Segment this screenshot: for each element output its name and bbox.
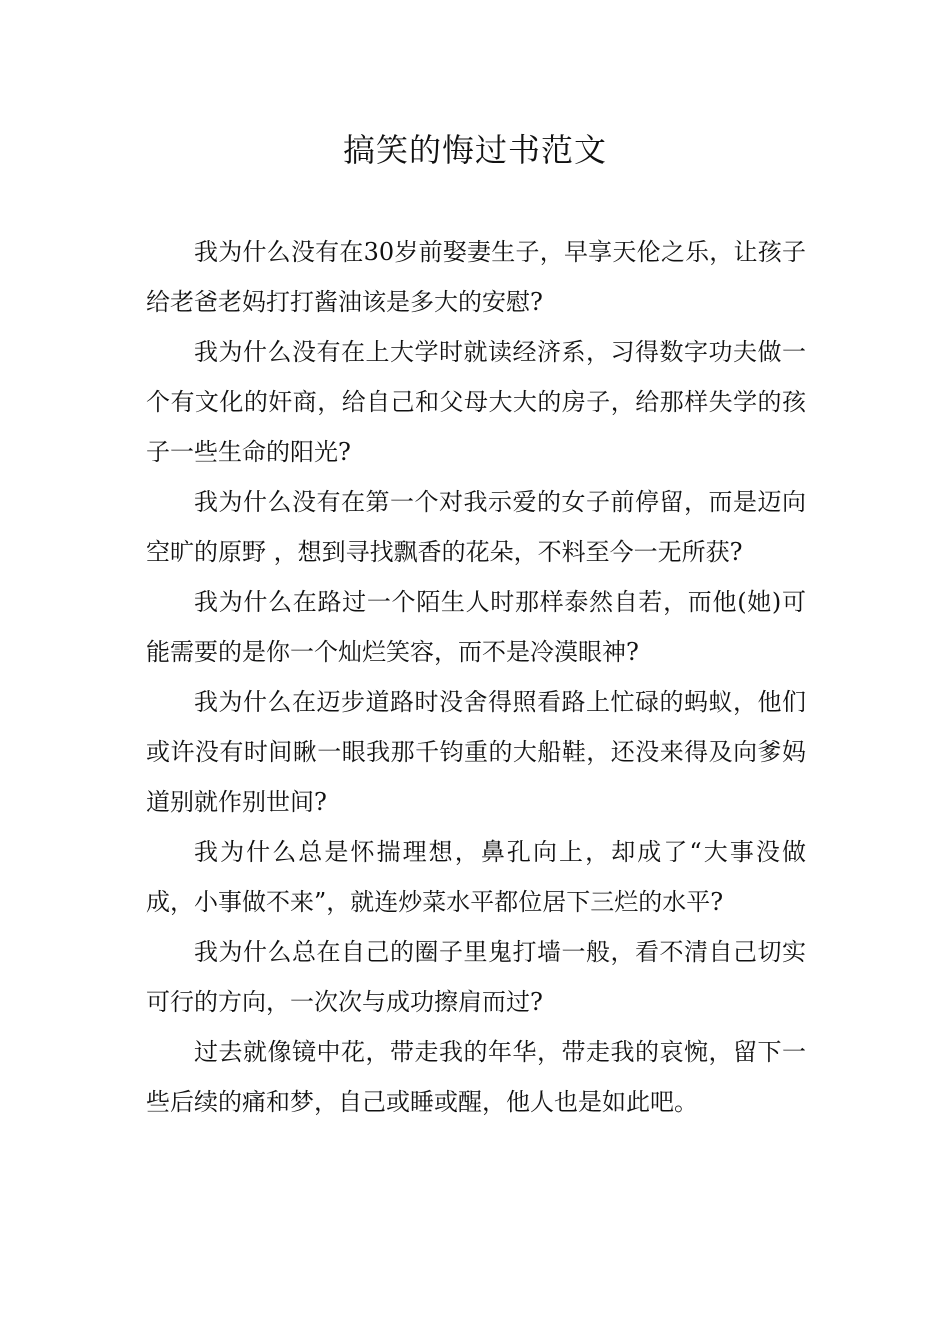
paragraph-8: 过去就像镜中花，带走我的年华，带走我的哀惋，留下一些后续的痛和梦，自己或睡或醒，他人也是如此吧。 [146,1038,806,1116]
page-title: 搞笑的悔过书范文 [342,131,607,169]
paragraph-4: 我为什么在路过一个陌生人时那样泰然自若，而他(她)可能需要的是你一个灿烂笑容，而不是冷漠眼神? [146,588,806,666]
paragraph-2: 我为什么没有在上大学时就读经济系，习得数字功夫做一个有文化的奸商，给自己和父母大大的房子，给那样失学的孩子一些生命的阳光? [146,338,806,466]
paragraph-1: 我为什么没有在30岁前娶妻生子，早享天伦之乐，让孩子给老爸老妈打打酱油该是多大的安慰? [146,238,806,316]
paragraph-7: 我为什么总在自己的圈子里鬼打墙一般，看不清自己切实可行的方向，一次次与成功擦肩而过? [146,938,806,1016]
paragraph-6: 我为什么总是怀揣理想，鼻孔向上，却成了“大事没做成，小事做不来”，就连炒菜水平都位居下三烂的水平? [146,838,806,916]
paragraph-5: 我为什么在迈步道路时没舍得照看路上忙碌的蚂蚁，他们或许没有时间瞅一眼我那千钧重的大船鞋，还没来得及向爹妈道别就作别世间? [146,688,806,816]
paragraph-3: 我为什么没有在第一个对我示爱的女子前停留，而是迈向空旷的原野 ，想到寻找飘香的花朵，不料至今一无所获? [146,488,806,566]
document-body [146,227,806,1127]
